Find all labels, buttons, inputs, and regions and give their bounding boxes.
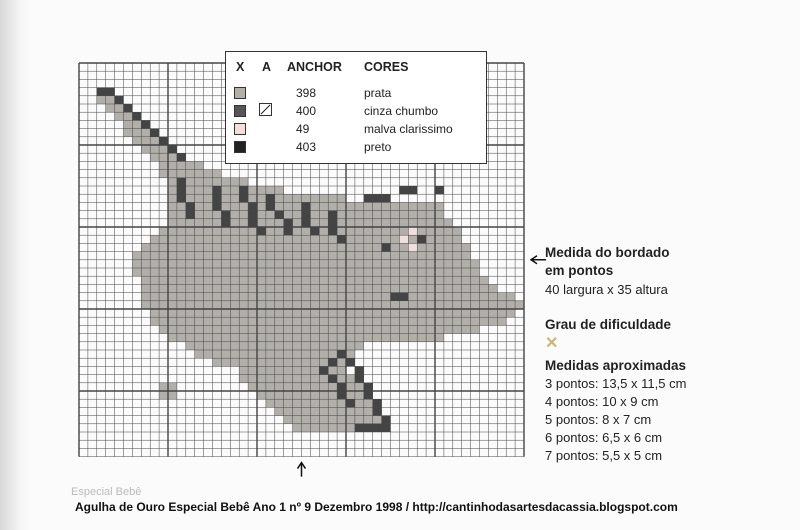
legend-row — [226, 102, 486, 119]
dark-stitch — [328, 211, 337, 219]
color-name: prata — [364, 86, 392, 100]
dark-stitch — [275, 211, 284, 219]
color-name: cinza chumbo — [364, 104, 439, 118]
measure-title-line1: Medida do bordado — [545, 245, 670, 260]
dark-stitch — [435, 186, 444, 194]
dark-stitch — [213, 186, 222, 194]
color-name: preto — [364, 140, 392, 154]
approx-item: 7 pontos: 5,5 x 5 cm — [545, 448, 663, 463]
dark-stitch — [391, 293, 400, 301]
mauve-stitch — [408, 243, 417, 251]
dark-stitch — [124, 104, 133, 112]
dark-stitch — [310, 227, 319, 235]
approx-title: Medidas aproximadas — [545, 358, 687, 373]
color-swatch — [234, 141, 246, 153]
approx-item: 5 pontos: 8 x 7 cm — [545, 412, 652, 427]
dark-stitch — [346, 358, 355, 366]
dark-stitch — [106, 88, 115, 96]
dark-stitch — [221, 211, 230, 219]
dark-stitch — [266, 202, 275, 210]
difficulty-cross-icon: ✕ — [545, 335, 559, 352]
dark-stitch — [328, 219, 337, 227]
legend-row — [226, 120, 486, 137]
silver-stitch-row — [257, 391, 373, 399]
silver-stitch-row — [150, 309, 515, 317]
dark-stitch — [328, 375, 337, 383]
dark-stitch — [302, 211, 311, 219]
magazine-label: Especial Bebê — [71, 486, 142, 498]
dark-stitch — [364, 194, 373, 202]
silver-stitch-row — [141, 276, 488, 284]
dark-stitch — [364, 391, 373, 399]
dark-stitch — [337, 350, 346, 358]
dark-stitch — [186, 211, 195, 219]
color-swatch — [234, 123, 246, 135]
dark-stitch — [186, 202, 195, 210]
dark-stitch — [382, 243, 391, 251]
dark-stitch — [417, 235, 426, 243]
dark-stitch — [115, 96, 124, 104]
dark-stitch — [337, 383, 346, 391]
dark-stitch — [221, 219, 230, 227]
dark-stitch — [177, 194, 186, 202]
dark-stitch — [328, 227, 337, 235]
approx-item: 6 pontos: 6,5 x 6 cm — [545, 430, 663, 445]
anchor-code: 49 — [296, 122, 310, 136]
dark-stitch — [150, 129, 159, 137]
dark-stitch — [399, 293, 408, 301]
dark-stitch — [177, 186, 186, 194]
color-legend — [225, 51, 487, 164]
dark-stitch — [408, 186, 417, 194]
dark-stitch — [373, 399, 382, 407]
dark-stitch — [168, 145, 177, 153]
dark-stitch — [319, 366, 328, 374]
legend-header-anchor: ANCHOR — [287, 60, 342, 74]
dark-stitch — [355, 424, 364, 432]
legend-header-x: X — [236, 60, 245, 74]
dark-stitch — [248, 202, 257, 210]
mauve-stitch — [399, 235, 408, 243]
measure-title-line2: em pontos — [545, 263, 614, 278]
silver-stitch-row — [141, 301, 524, 309]
legend-row — [226, 138, 486, 155]
center-arrow-bottom-icon — [298, 463, 306, 477]
dark-stitch — [364, 424, 373, 432]
footer-credit: Agulha de Ouro Especial Bebê Ano 1 nº 9 Dezembro 1998 / http://cantinhodasartesdacassia.blogspot.com — [75, 500, 678, 514]
dark-stitch — [302, 219, 311, 227]
backstitch-icon — [259, 103, 272, 116]
legend-header-a: A — [262, 60, 272, 74]
dark-stitch — [364, 383, 373, 391]
silver-stitch-row — [132, 260, 479, 268]
measure-value: 40 largura x 35 altura — [545, 282, 668, 297]
dark-stitch — [159, 137, 168, 145]
approx-item: 3 pontos: 13,5 x 11,5 cm — [545, 376, 687, 391]
silver-stitch-row — [168, 334, 444, 342]
dark-stitch — [337, 391, 346, 399]
color-swatch — [234, 105, 246, 117]
dark-stitch — [355, 375, 364, 383]
dark-stitch — [266, 194, 275, 202]
silver-stitch-row — [141, 243, 470, 251]
silver-stitch-row — [150, 235, 462, 243]
difficulty-title: Grau de dificuldade — [545, 317, 672, 332]
dark-stitch — [257, 227, 266, 235]
anchor-code: 400 — [296, 104, 317, 118]
dark-stitch — [132, 112, 141, 120]
dark-stitch — [382, 424, 391, 432]
dark-stitch — [328, 358, 337, 366]
silver-stitch-row — [159, 161, 204, 169]
dark-stitch — [177, 153, 186, 161]
dark-stitch — [337, 235, 346, 243]
dark-stitch — [373, 424, 382, 432]
approx-item: 4 pontos: 10 x 9 cm — [545, 394, 659, 409]
dark-stitch — [248, 219, 257, 227]
dark-stitch — [373, 407, 382, 415]
anchor-code: 403 — [296, 140, 317, 154]
color-name: malva clarissimo — [364, 122, 453, 136]
dark-stitch — [302, 202, 311, 210]
silver-stitch-row — [266, 399, 382, 407]
center-arrow-right-icon — [531, 256, 546, 264]
mauve-stitch — [408, 227, 417, 235]
dark-stitch — [213, 194, 222, 202]
legend-header-cores: CORES — [364, 60, 409, 74]
dark-stitch — [97, 88, 106, 96]
anchor-code: 398 — [296, 86, 317, 100]
legend-row — [226, 84, 486, 101]
dark-stitch — [382, 416, 391, 424]
dark-stitch — [213, 202, 222, 210]
dark-stitch — [399, 186, 408, 194]
dark-stitch — [346, 399, 355, 407]
silver-stitch-row — [132, 268, 479, 276]
dark-stitch — [284, 227, 293, 235]
dark-stitch — [141, 120, 150, 128]
color-swatch — [234, 87, 246, 99]
dark-stitch — [239, 186, 248, 194]
dark-stitch — [248, 211, 257, 219]
dark-stitch — [382, 194, 391, 202]
dark-stitch — [284, 219, 293, 227]
dark-stitch — [355, 366, 364, 374]
dark-stitch — [239, 194, 248, 202]
dark-stitch — [177, 178, 186, 186]
dark-stitch — [373, 194, 382, 202]
